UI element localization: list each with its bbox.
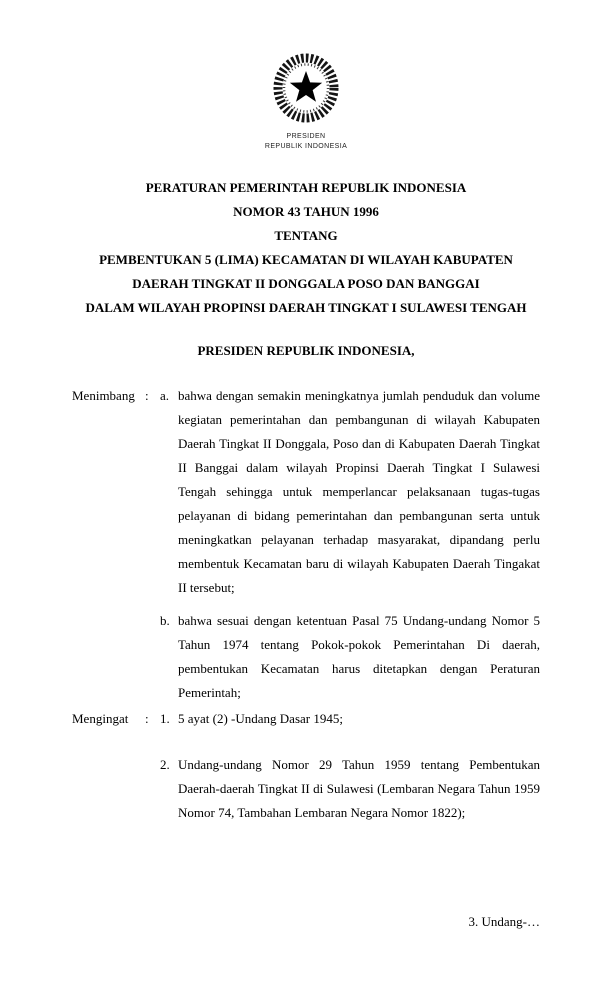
title-line-2: NOMOR 43 TAHUN 1996 bbox=[233, 204, 379, 219]
title-line-6: DALAM WILAYAH PROPINSI DAERAH TINGKAT I SULAWESI TENGAH bbox=[85, 300, 527, 315]
document-title bbox=[72, 176, 540, 320]
mengingat-item-1 bbox=[160, 707, 540, 731]
menimbang-section bbox=[72, 384, 540, 705]
emblem-caption-presiden: PRESIDEN bbox=[286, 133, 326, 140]
letterhead bbox=[72, 50, 540, 152]
item-text: bahwa sesuai dengan ketentuan Pasal 75 Undang-undang Nomor 5 Tahun 1974 tentang Pokok-pokok Pemerintahan Di daerah, pembentukan Kecamatan harus ditetapkan dengan Peraturan Pemerintah; bbox=[178, 613, 540, 700]
title-line-5: DAERAH TINGKAT II DONGGALA POSO DAN BANGGAI bbox=[132, 276, 480, 291]
menimbang-colon: : bbox=[145, 388, 149, 403]
item-text: Undang-undang Nomor 29 Tahun 1959 tentang Pembentukan Daerah-daerah Tingkat II di Sulawesi (Lembaran Negara Tahun 1959 Nomor 74, Tambahan Lembaran Negara Nomor 1822); bbox=[178, 757, 540, 820]
mengingat-items bbox=[160, 707, 540, 825]
mengingat-section bbox=[72, 707, 540, 825]
item-marker: a. bbox=[160, 388, 170, 403]
item-text: 5 ayat (2) -Undang Dasar 1945; bbox=[178, 711, 343, 726]
title-line-1: PERATURAN PEMERINTAH REPUBLIK INDONESIA bbox=[145, 180, 467, 195]
item-marker: 1. bbox=[160, 711, 170, 726]
salutation: PRESIDEN REPUBLIK INDONESIA, bbox=[197, 343, 415, 358]
mengingat-colon: : bbox=[145, 711, 149, 726]
title-line-3: TENTANG bbox=[274, 228, 338, 243]
item-marker: 2. bbox=[160, 757, 170, 772]
title-line-4: PEMBENTUKAN 5 (LIMA) KECAMATAN DI WILAYAH KABUPATEN bbox=[99, 252, 513, 267]
mengingat-item-2 bbox=[160, 753, 540, 825]
item-marker: b. bbox=[160, 613, 170, 628]
menimbang-item-b bbox=[160, 609, 540, 705]
mengingat-label: Mengingat bbox=[72, 711, 129, 726]
menimbang-items bbox=[160, 384, 540, 705]
emblem-caption-republik-indonesia: REPUBLIK INDONESIA bbox=[264, 143, 348, 150]
page-continuation-catchword: 3. Undang-… bbox=[468, 914, 540, 929]
item-text: bahwa dengan semakin meningkatnya jumlah penduduk dan volume kegiatan pemerintahan dan pembangunan di wilayah Kabupaten Daerah Tingkat II Donggala, Poso dan di Kabupaten Daerah Tingkat II Banggai dalam wilayah Propinsi Daerah Tingkat I Sulawesi Tengah sehingga untuk memperlancar pelaksanaan tugas-tugas pelayanan di bidang pemerintahan dan pembangunan serta untuk meningkatkan pelayanan terhadap masyarakat, dipandang perlu membentuk Kecamatan baru di wilayah Kabupaten Daerah Tingakat II tersebut; bbox=[178, 388, 540, 595]
menimbang-label: Menimbang bbox=[72, 388, 135, 403]
menimbang-item-a bbox=[160, 384, 540, 600]
presidential-seal-icon bbox=[268, 50, 344, 126]
